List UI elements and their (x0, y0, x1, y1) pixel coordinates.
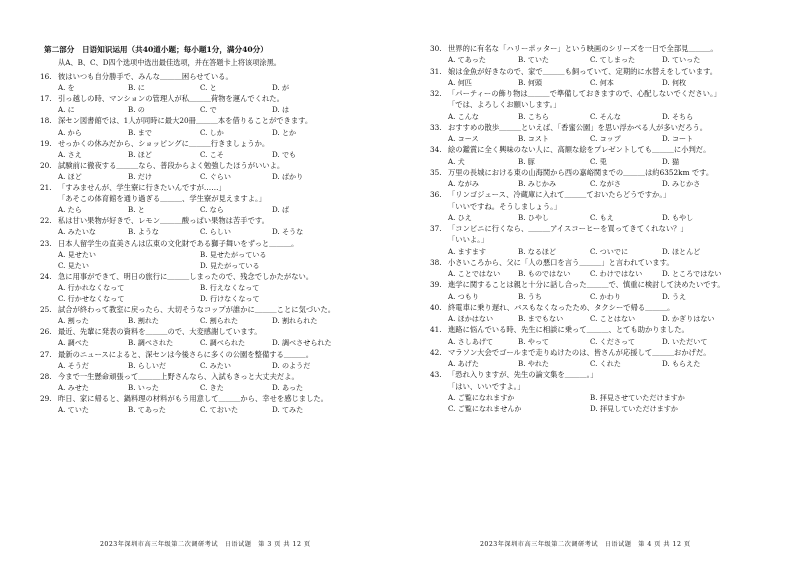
answer-option[interactable]: D. が (272, 83, 290, 93)
question-text: 昨日、家に帰ると、鍋料理の材料がもう用意して＿＿＿から、幸せを感じました。 (58, 393, 328, 403)
answer-option[interactable]: D. そちら (662, 111, 694, 121)
question-text-line2: 「いいですね。そうしましょう。」 (448, 201, 562, 211)
answer-option[interactable]: B. と (128, 205, 145, 215)
question-number: 21. (40, 183, 52, 192)
question-number: 23. (40, 238, 52, 248)
question-stem (430, 348, 711, 357)
answer-option[interactable]: B. こちら (518, 111, 550, 121)
answer-option[interactable]: B. みじかみ (518, 179, 557, 188)
answer-option[interactable]: B. 割れた (128, 316, 160, 326)
question-number: 18. (40, 116, 52, 126)
answer-option[interactable]: C. 行かせなくなって (58, 294, 125, 303)
answer-option[interactable]: D. もやし (662, 212, 694, 222)
answer-option[interactable]: D. あった (272, 382, 304, 392)
question-number: 27. (40, 349, 52, 359)
answer-option[interactable]: B. なるほど (518, 246, 557, 256)
page-footer-right: 2023年深圳市高三年级第二次调研考试 日语试题 第 4 页 共 12 页 (480, 541, 691, 548)
question-number: 39. (430, 280, 442, 290)
answer-option[interactable]: D. かぎりはない (662, 314, 715, 323)
question-text: 万里の長城における東の山海関から西の嘉峪関までの＿＿＿は約6352km です。 (448, 167, 714, 177)
answer-option[interactable]: A. さえ (58, 149, 82, 159)
answer-option[interactable]: C. コップ (590, 134, 621, 143)
answer-option[interactable]: C. きた (200, 382, 224, 392)
question-number: 16. (40, 72, 52, 81)
question-stem (40, 272, 313, 281)
question-stem (430, 123, 707, 132)
answer-option[interactable]: B. てあった (128, 405, 167, 414)
question-text-line2: 「では、よろしくお願いします。」 (448, 100, 561, 110)
answer-option[interactable]: C. しか (200, 127, 224, 137)
answer-option[interactable]: A. 犬 (448, 156, 465, 166)
answer-option[interactable]: D. 調べさせられた (272, 338, 332, 348)
answer-option[interactable]: D. みじかさ (662, 179, 701, 188)
question-number: 33. (430, 122, 442, 132)
answer-option[interactable]: D. ていった (662, 55, 701, 65)
answer-option[interactable]: D. いただいて (662, 336, 708, 346)
question-number: 17. (40, 94, 52, 104)
question-text: 進路に悩んでいる時、先生に相談に乗って＿＿＿、とても助かりました。 (448, 325, 689, 335)
question-stem (40, 327, 262, 336)
answer-option[interactable]: D. 拝見していただけますか (590, 404, 678, 413)
answer-option[interactable]: C. 兎 (590, 156, 607, 166)
question-number: 24. (40, 271, 52, 281)
question-number: 29. (40, 393, 52, 403)
question-text: 引っ越しの時、マンションの管理人が私＿＿＿荷物を運んでくれた。 (58, 94, 284, 104)
question-stem (430, 303, 674, 312)
question-stem (40, 94, 284, 103)
answer-option[interactable]: B. の (128, 105, 145, 115)
answer-option[interactable]: B. コスト (518, 134, 550, 143)
question-stem (40, 116, 312, 125)
answer-option[interactable]: D. とか (272, 127, 297, 137)
answer-option[interactable]: B. ひやし (518, 212, 550, 222)
answer-option[interactable]: B. 見せたがっている (200, 249, 267, 259)
answer-option[interactable]: D. 何枚 (662, 77, 687, 87)
answer-option[interactable]: C. らしい (200, 227, 231, 237)
answer-option[interactable]: A. コース (448, 134, 479, 143)
question-text: 「パーティーの飾り物は＿＿＿で準備しておきますので、心配しないでください。」 (448, 89, 721, 98)
answer-option[interactable]: B. ほど (128, 149, 152, 159)
answer-option[interactable]: D. 行けなくなって (200, 294, 260, 303)
question-text: 「リンゴジュース、冷蔵庫に入れて＿＿＿ておいたらどうですか。」 (448, 190, 671, 200)
answer-option[interactable]: B. いった (128, 382, 160, 392)
answer-option[interactable]: A. ますます (448, 246, 487, 256)
question-text: 世界的に有名な「ハリーポッター」という映画のシリーズを一日で全部見＿＿＿。 (448, 44, 718, 53)
question-text: せっかくの休みだから、ショッピングに＿＿＿行きましょうか。 (58, 138, 270, 148)
answer-option[interactable]: C. ながさ (590, 179, 621, 188)
answer-option[interactable]: C. くれた (590, 359, 621, 368)
question-stem (430, 168, 713, 177)
answer-option[interactable]: A. ことではない (448, 269, 501, 278)
question-stem (430, 258, 674, 267)
answer-option[interactable]: A. ていた (58, 405, 89, 414)
question-number: 36. (430, 190, 442, 200)
answer-option[interactable]: A. ご覧になれますか (448, 392, 515, 402)
question-text: 日本人留学生の直美さんは広東の文化財である獅子舞いをずっと＿＿＿。 (58, 238, 299, 248)
answer-option[interactable]: C. もえ (590, 212, 614, 222)
answer-option[interactable]: C. かわり (590, 291, 621, 301)
question-text: 試験前に徹夜する＿＿＿なら、普段からよく勉強したほうがいいよ。 (58, 160, 285, 170)
answer-option[interactable]: D. 割れられた (272, 316, 318, 326)
answer-option[interactable]: A. さしあげて (448, 336, 494, 346)
answer-option[interactable]: B. だけ (128, 171, 152, 181)
question-stem (40, 239, 298, 248)
answer-option[interactable]: D. のようだ (272, 360, 311, 370)
question-text: マラソン大会でゴールまで走りぬけたのは、皆さんが応援して＿＿＿おかげだ。 (448, 347, 711, 357)
answer-option[interactable]: D. もらえた (662, 359, 701, 368)
answer-option[interactable]: B. 豚 (518, 156, 535, 166)
answer-option[interactable]: B. やって (518, 336, 550, 346)
answer-option[interactable]: C. みたい (200, 360, 231, 370)
answer-option[interactable]: C. ついでに (590, 246, 629, 256)
answer-option[interactable]: C. ぐらい (200, 171, 231, 181)
question-text: 「すみませんが、学生寮に行きたいんですが……」 (58, 183, 226, 192)
question-stem (430, 325, 689, 334)
question-number: 28. (40, 371, 52, 381)
question-number: 30. (430, 44, 442, 53)
question-stem (40, 72, 233, 81)
answer-option[interactable]: D. でも (272, 149, 297, 159)
answer-option[interactable]: A. ほど (58, 171, 82, 181)
answer-option[interactable]: D. ばかり (272, 171, 304, 181)
question-text: 最新のニュースによると、深センは今後さらに多くの公園を整備する＿＿＿。 (58, 349, 314, 359)
question-number: 35. (430, 167, 442, 177)
question-text: おすすめの散歩＿＿＿といえば、「香蜜公園」を思い浮かべる人が多いだろう。 (448, 122, 708, 132)
question-stem (40, 216, 269, 225)
answer-option[interactable]: D. ば (272, 205, 290, 215)
answer-option[interactable]: A. 割った (58, 316, 89, 326)
answer-option[interactable]: A. 行かれなくなって (58, 282, 125, 292)
answer-option[interactable]: B. やれた (518, 359, 550, 368)
answer-option[interactable]: A. 見せたい (58, 249, 97, 259)
question-number: 31. (430, 66, 442, 76)
answer-option[interactable]: A. 調べた (58, 338, 89, 348)
answer-option[interactable]: D. そうな (272, 227, 304, 237)
question-text: 今まで一生懸命頑張って＿＿＿上野さんなら、入試もきっと大丈夫だよ。 (58, 371, 299, 381)
answer-option[interactable]: B. うち (518, 291, 542, 301)
question-stem (430, 89, 721, 98)
answer-option[interactable]: C. くださって (590, 336, 636, 346)
answer-option[interactable]: B. ていた (518, 55, 550, 65)
question-number: 20. (40, 160, 52, 170)
question-stem (430, 280, 725, 289)
question-number: 38. (430, 257, 442, 267)
question-text: 「コンビニに行くなら、＿＿＿アイスコーヒーを買ってきてくれない？」 (448, 224, 688, 233)
answer-option[interactable]: C. 見たい (58, 260, 89, 270)
question-number: 32. (430, 89, 442, 98)
answer-option[interactable]: B. らしいだ (128, 360, 167, 370)
question-number: 42. (430, 347, 442, 357)
answer-option[interactable]: B. に (128, 83, 145, 93)
answer-option[interactable]: D. てみた (272, 405, 304, 414)
answer-option[interactable]: A. つもり (448, 291, 479, 301)
answer-option[interactable]: D. ところではない (662, 269, 722, 278)
question-text: 進学に関することは親と十分に話し合った＿＿＿で、慎重に検討して決めたいです。 (448, 280, 725, 290)
question-stem (40, 183, 226, 192)
answer-option[interactable]: D. ほとんど (662, 246, 701, 256)
answer-option[interactable]: B. 調べされた (128, 338, 174, 348)
question-stem (40, 305, 335, 314)
section-instruction: 从A、B、C、D四个选项中选出最佳选项，并在答题卡上将该项涂黑。 (58, 58, 281, 67)
answer-option[interactable]: C. 調べられた (200, 338, 246, 348)
answer-option[interactable]: C. こそ (200, 149, 224, 159)
question-number: 22. (40, 216, 52, 226)
answer-option[interactable]: A. てあった (448, 55, 486, 65)
answer-option[interactable]: A. そうだ (58, 360, 89, 370)
answer-option[interactable]: B. 何頭 (518, 77, 542, 87)
question-stem (40, 139, 269, 148)
answer-option[interactable]: D. コート (662, 134, 694, 143)
question-stem (430, 44, 718, 53)
answer-option[interactable]: B. 拝見させていただけますか (590, 392, 685, 402)
answer-option[interactable]: A. みせた (58, 382, 89, 392)
question-text-line2: 「はい、いいですよ。」 (448, 381, 525, 391)
question-stem (430, 67, 717, 76)
question-text: 最近、先輩に発表の資料を＿＿＿ので、大変感謝しています。 (58, 327, 262, 337)
answer-option[interactable]: D. は (272, 105, 290, 115)
question-number: 43. (430, 370, 442, 380)
answer-option[interactable]: C. ご覧になれませんか (448, 404, 522, 413)
answer-option[interactable]: C. ておいた (200, 405, 239, 414)
answer-option[interactable]: C. 何本 (590, 77, 614, 87)
question-text: 私は甘い果物が好きで、レモン＿＿＿酸っぱい果物は苦手です。 (58, 216, 269, 226)
answer-option[interactable]: C. 割られた (200, 316, 239, 326)
question-stem (40, 350, 313, 359)
answer-option[interactable]: A. ながみ (448, 179, 479, 188)
question-number: 25. (40, 305, 52, 315)
question-text: 「恐れ入りますが、先生の論文集を＿＿＿。」 (448, 370, 598, 380)
answer-option[interactable]: A. みたいな (58, 227, 97, 237)
answer-option[interactable]: D. 猫 (662, 156, 680, 166)
answer-option[interactable]: C. と (200, 83, 217, 93)
answer-option[interactable]: A. あげた (448, 359, 479, 368)
answer-option[interactable]: A. たら (58, 205, 82, 215)
question-number: 26. (40, 327, 52, 337)
answer-option[interactable]: C. で (200, 105, 217, 115)
question-text: 試合が終わって教室に戻ったら、大切そうなコップが誰かに＿＿＿ことに気づいた。 (58, 305, 336, 315)
question-stem (40, 372, 299, 381)
question-stem (430, 145, 710, 154)
answer-option[interactable]: A. に (58, 105, 75, 115)
answer-option[interactable]: A. ほかはない (448, 314, 494, 323)
answer-option[interactable]: A. を (58, 83, 75, 93)
answer-option[interactable]: A. ひえ (448, 212, 472, 222)
answer-option[interactable]: D. うえ (662, 291, 687, 301)
answer-option[interactable]: C. てしまった (590, 55, 636, 65)
question-stem (40, 161, 284, 170)
question-number: 34. (430, 145, 442, 155)
answer-option[interactable]: A. 何匹 (448, 77, 472, 87)
question-stem (430, 370, 598, 379)
answer-option[interactable]: B. までもない (518, 314, 564, 323)
question-text: 深セン図書館では、1人が同時に最大20冊＿＿＿本を借りることができます。 (58, 116, 313, 126)
answer-option[interactable]: A. こんな (448, 111, 479, 121)
answer-option[interactable]: B. まで (128, 127, 152, 137)
question-text-line2: 「いいよ。」 (448, 235, 489, 245)
question-text: 彼はいつも自分勝手で、みんな＿＿＿困らせている。 (58, 72, 233, 81)
question-text: 小さいころから、父に「人の悪口を言う＿＿＿」と言われています。 (448, 257, 674, 267)
answer-option[interactable]: B. ような (128, 227, 160, 237)
question-text: 絵の鑑賞に全く興味のない人に、高額な絵をプレゼントしても＿＿＿に小判だ。 (448, 145, 711, 155)
answer-option[interactable]: C. なら (200, 205, 224, 215)
question-text: 終電車に乗り遅れ、バスもなくなったため、タクシーで帰る＿＿＿。 (448, 302, 675, 312)
answer-option[interactable]: A. から (58, 127, 82, 137)
question-stem (40, 394, 328, 403)
answer-option[interactable]: C. わけではない (590, 269, 643, 278)
question-number: 19. (40, 138, 52, 148)
question-text: 急に用事ができて、明日の旅行に＿＿＿しまったので、残念でしかたがない。 (58, 271, 314, 281)
answer-option[interactable]: D. 見たがっている (200, 260, 260, 270)
answer-option[interactable]: B. 行えなくなって (200, 282, 260, 292)
question-stem (430, 224, 688, 233)
answer-option[interactable]: B. ものではない (518, 269, 571, 278)
question-text-line2: 「あそこの体育館を通り過ぎる＿＿＿、学生寮が見えますよ。」 (58, 194, 266, 204)
answer-option[interactable]: C. そんな (590, 111, 621, 121)
page-footer-left: 2023年深圳市高三年级第二次调研考试 日语试题 第 3 页 共 12 页 (100, 541, 311, 548)
question-number: 40. (430, 302, 442, 312)
question-text: 娘は金魚が好きなので、家で＿＿＿も飼っていて、定期的に水替えをしています。 (448, 66, 718, 76)
question-number: 41. (430, 325, 442, 335)
question-stem (430, 190, 670, 199)
answer-option[interactable]: C. ことはない (590, 314, 636, 323)
section-title: 第二部分 日语知识运用（共40道小题；每小题1分，满分40分） (44, 45, 268, 54)
question-number: 37. (430, 224, 442, 233)
